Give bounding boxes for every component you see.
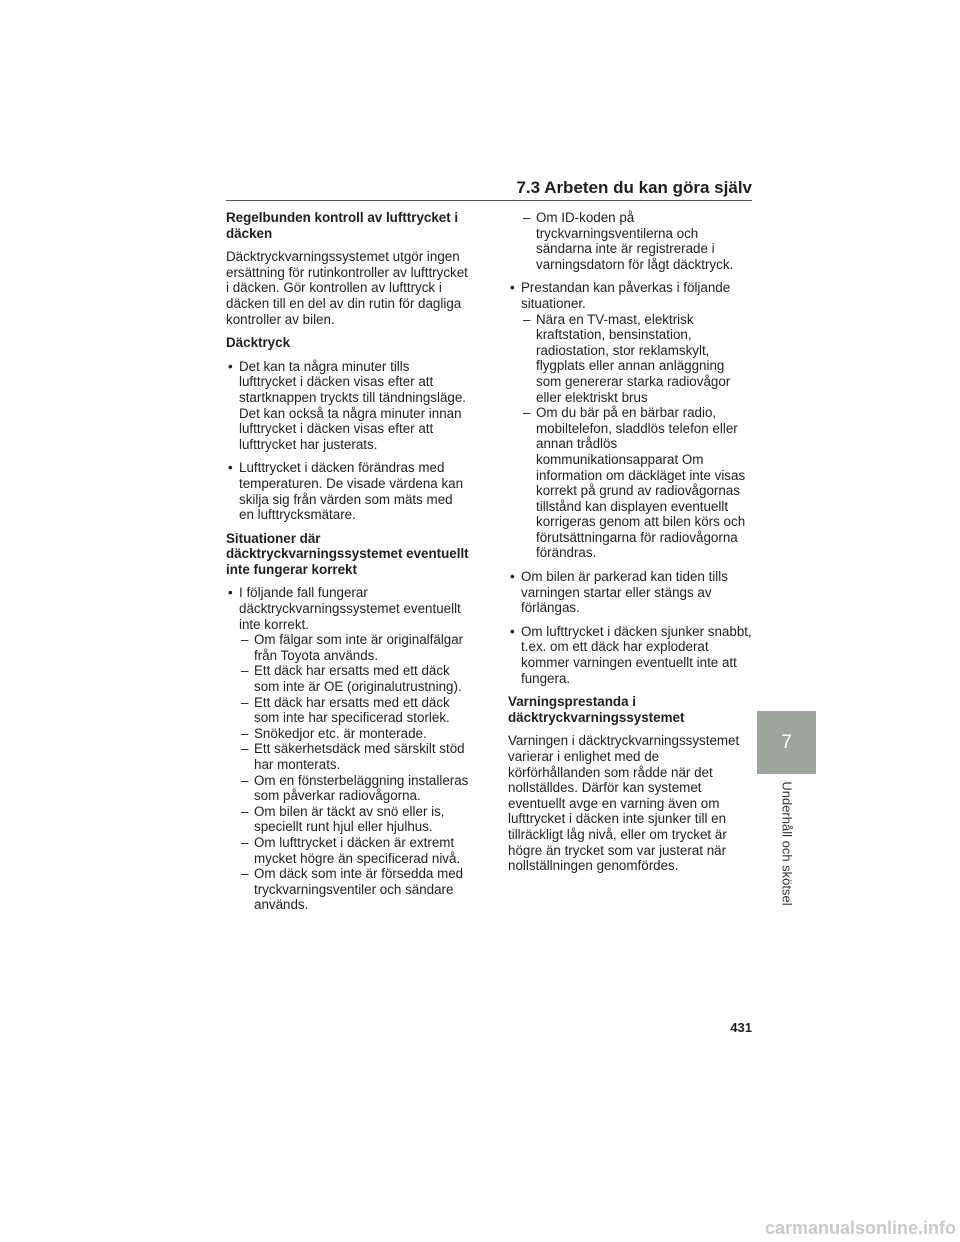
heading-warning-performance: Varningsprestanda i däcktryckvarningssystemet — [508, 694, 685, 725]
dash-item — [226, 866, 470, 913]
dash-text: Om ID-koden på tryckvarningsventilerna och sändarna inte är registrerade i varningsdatorn för lågt däcktryck. — [536, 210, 734, 272]
dash-text: Om lufttrycket i däcken är extremt mycket högre än specificerad nivå. — [254, 834, 461, 866]
dash-item — [226, 695, 470, 726]
bullet-item: • Lufttrycket i däcken förändras med temperaturen. De visade värdena kan skilja sig från värden som mäts med en lufttrycksmätare. — [226, 460, 470, 522]
dash-mark: – — [241, 663, 249, 679]
dash-item — [226, 804, 470, 835]
heading-regular-check: Regelbunden kontroll av lufttrycket i däcken — [226, 210, 459, 241]
left-column — [226, 210, 470, 913]
dash-mark: – — [241, 632, 249, 648]
dash-item — [508, 312, 752, 406]
heading-tire-pressure: Däcktryck — [226, 335, 291, 351]
bullet-item: • Det kan ta några minuter tills lufttrycket i däcken visas efter att startknappen tryckts till tändningsläge. Det kan också ta några minuter innan lufttrycket i däcken visas efter att lufttrycket har justerats. — [226, 359, 470, 453]
chapter-tab — [757, 711, 816, 774]
page-number: 431 — [730, 1020, 752, 1035]
right-column — [508, 210, 752, 882]
dash-text: Ett däck har ersatts med ett däck som inte är OE (originalutrustning). — [254, 663, 462, 695]
dash-mark: – — [241, 694, 249, 710]
bullet-item: • Prestandan kan påverkas i följande situationer. — [508, 280, 752, 311]
dash-item — [226, 632, 470, 663]
dash-mark: – — [523, 405, 531, 421]
dash-text: Om däck som inte är försedda med tryckvarningsventiler och sändare används. — [254, 866, 464, 913]
dash-item — [226, 663, 470, 694]
dash-item — [508, 210, 752, 272]
dash-item — [226, 773, 470, 804]
section-header: 7.3 Arbeten du kan göra själv — [516, 178, 752, 197]
dash-mark: – — [241, 741, 249, 757]
header-divider — [226, 200, 752, 201]
bullet-item: • Om lufttrycket i däcken sjunker snabbt, t.ex. om ett däck har exploderat kommer varningen eventuellt inte att fungera. — [508, 624, 752, 686]
bullet-item: • Om bilen är parkerad kan tiden tills varningen startar eller stängs av förlängas. — [508, 569, 752, 616]
dash-text: Ett däck har ersatts med ett däck som inte har specificerad storlek. — [254, 694, 450, 726]
watermark: carmanualsonline.info — [764, 1218, 956, 1238]
dash-item — [226, 726, 470, 742]
dash-text: Om du bär på en bärbar radio, mobiltelefon, sladdlös telefon eller annan trådlös kommunikationsapparat Om information om däckläget inte visas korrekt på grund av radiovågornas tillstånd kan displayen eventuellt korrigeras genom att bilen körs och förutsättningarna för radiovågorna förändras. — [536, 405, 746, 561]
chapter-side-label — [776, 776, 798, 910]
dash-mark: – — [241, 834, 249, 850]
dash-mark: – — [241, 803, 249, 819]
dash-item — [226, 835, 470, 866]
dash-mark: – — [523, 210, 531, 225]
paragraph-warning-performance: Varningen i däcktryckvarningssystemet varierar i enlighet med de körförhållanden som rådde när det nollställdes. Därför kan systemet eventuellt avge en varning även om lufttrycket i däcken inte sjunker till en tillräckligt låg nivå, eller om trycket är högre än trycket som var justerat när nollställningen genomfördes. — [508, 733, 740, 874]
chapter-number: 7 — [781, 731, 792, 753]
dash-mark: – — [523, 311, 531, 327]
dash-item — [508, 405, 752, 561]
dash-text: Ett säkerhetsdäck med särskilt stöd har monterats. — [254, 741, 465, 772]
dash-mark: – — [241, 866, 249, 882]
paragraph-regular-check: Däcktryckvarningssystemet utgör ingen ersättning för rutinkontroller av lufttrycket i däcken. Gör kontrollen av lufttryck i däcken till en del av din rutin för dagliga kontroller av bilen. — [226, 249, 468, 327]
dash-text: Om en fönsterbeläggning installeras som påverkar radiovågorna. — [254, 772, 469, 804]
chapter-label-text: Underhåll och skötsel — [779, 780, 795, 906]
dash-item — [226, 741, 470, 772]
heading-situations: Situationer där däcktryckvarningssystemet eventuellt inte fungerar korrekt — [226, 530, 469, 577]
bullet-item: • I följande fall fungerar däcktryckvarningssystemet eventuellt inte korrekt. — [226, 585, 470, 632]
dash-mark: – — [241, 772, 249, 788]
dash-mark: – — [241, 725, 249, 741]
dash-text: Om bilen är täckt av snö eller is, speciellt runt hjul eller hjulhus. — [254, 803, 445, 835]
dash-text: Snökedjor etc. är monterade. — [254, 725, 427, 741]
dash-text: Om fälgar som inte är originalfälgar från Toyota används. — [254, 632, 464, 663]
dash-text: Nära en TV-mast, elektrisk kraftstation, bensinstation, radiostation, stor reklamskylt, flygplats eller annan anläggning som genererar starka radiovågor eller elektriskt brus — [536, 311, 731, 405]
